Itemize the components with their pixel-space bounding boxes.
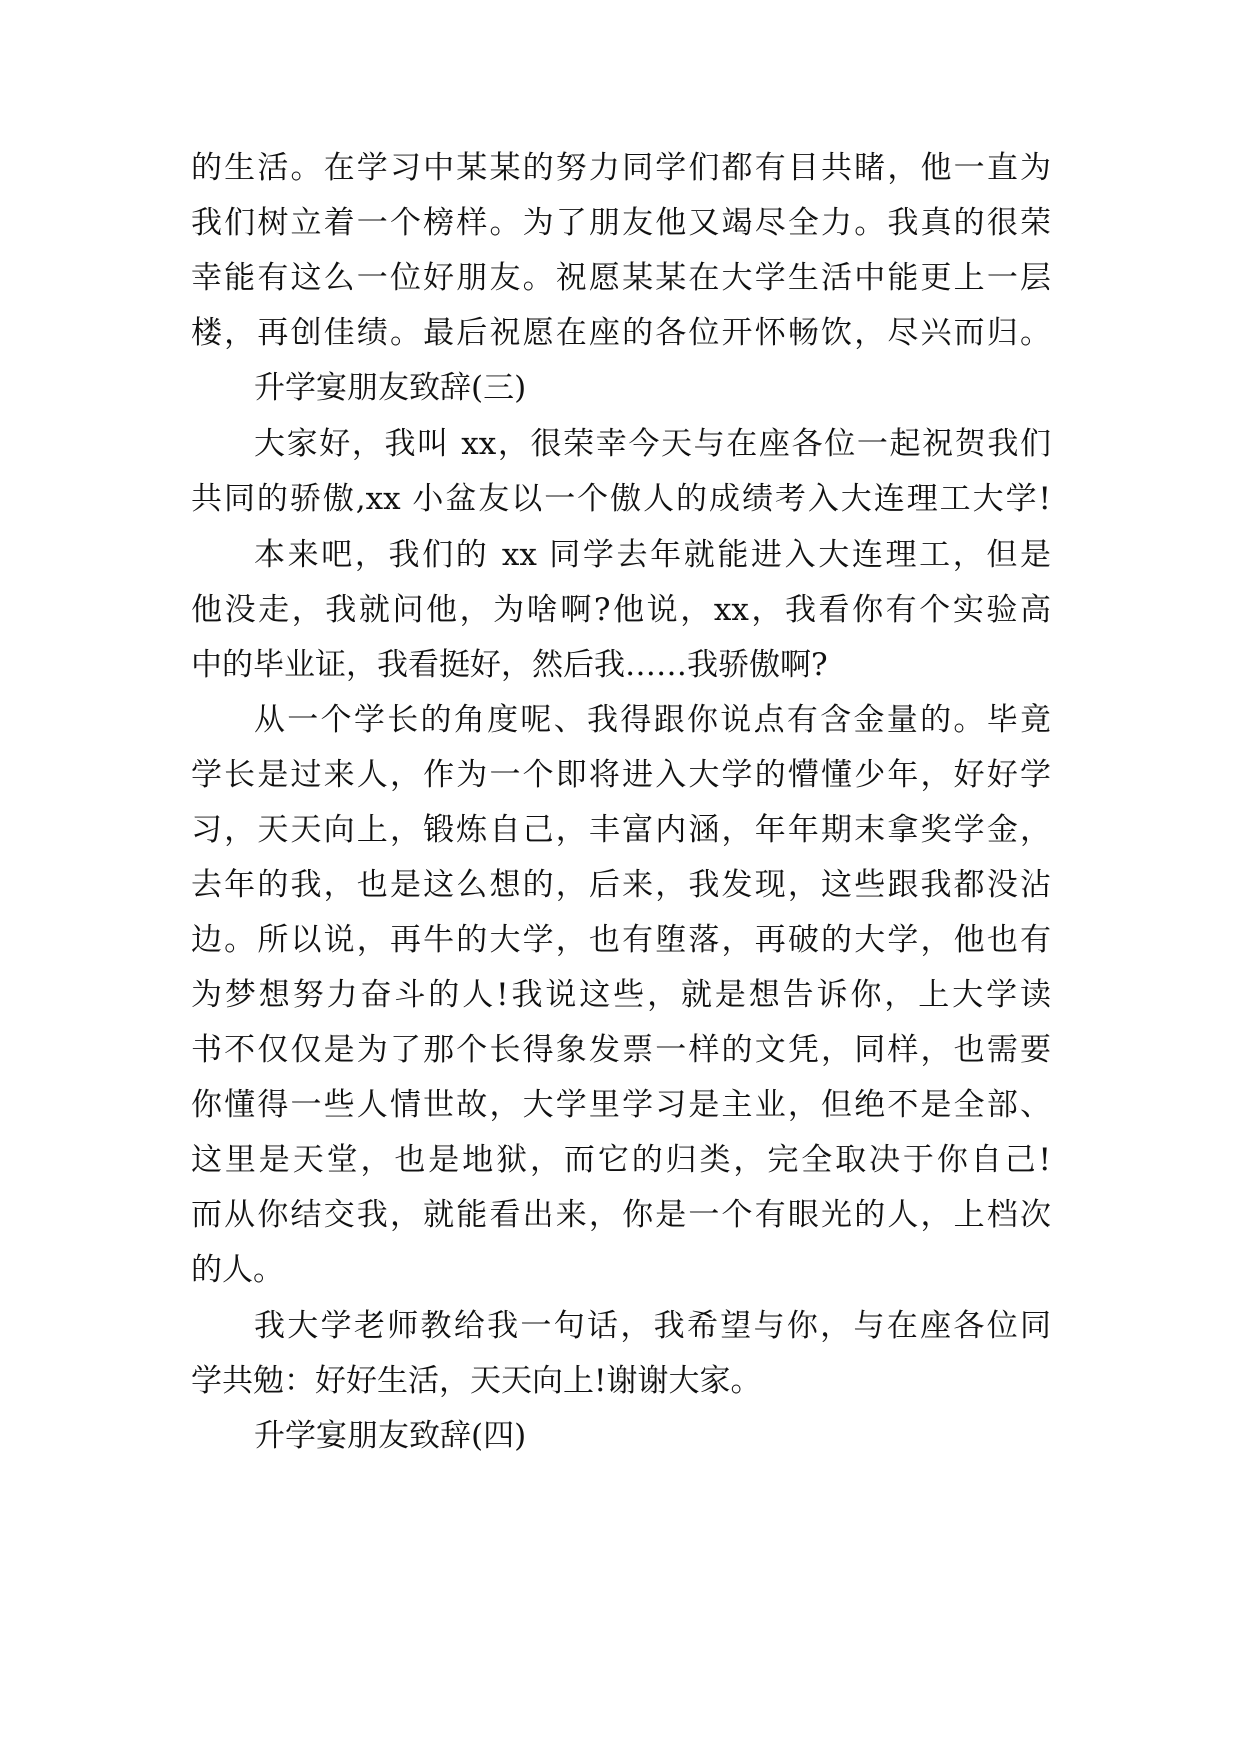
body-text-line: 我们树立着一个榜样。为了朋友他又竭尽全力。我真的很荣 xyxy=(191,205,1051,241)
body-text-line: 他没走，我就问他，为啥啊?他说，xx，我看你有个实验高 xyxy=(191,592,1051,628)
body-text-line: 习，天天向上，锻炼自己，丰富内涵，年年期末拿奖学金， xyxy=(191,812,1051,848)
body-text-line: 楼，再创佳绩。最后祝愿在座的各位开怀畅饮，尽兴而归。 xyxy=(191,315,1051,351)
body-text-line: 的生活。在学习中某某的努力同学们都有目共睹，他一直为 xyxy=(191,150,1051,186)
paragraph-first-line: 大家好，我叫 xx，很荣幸今天与在座各位一起祝贺我们 xyxy=(254,426,1051,462)
body-text-line: 去年的我，也是这么想的，后来，我发现，这些跟我都没沾 xyxy=(191,867,1051,903)
body-text-line: 中的毕业证，我看挺好，然后我……我骄傲啊? xyxy=(191,647,828,683)
body-text-line: 学共勉：好好生活，天天向上!谢谢大家。 xyxy=(191,1363,762,1399)
section-heading: 升学宴朋友致辞(三) xyxy=(254,370,527,406)
body-text-line: 的人。 xyxy=(191,1252,284,1288)
body-text-line: 边。所以说，再牛的大学，也有堕落，再破的大学，他也有 xyxy=(191,922,1051,958)
body-text-line: 学长是过来人，作为一个即将进入大学的懵懂少年，好好学 xyxy=(191,757,1051,793)
paragraph-first-line: 从一个学长的角度呢、我得跟你说点有含金量的。毕竟 xyxy=(254,702,1051,738)
section-heading: 升学宴朋友致辞(四) xyxy=(254,1418,527,1454)
body-text-line: 而从你结交我，就能看出来，你是一个有眼光的人，上档次 xyxy=(191,1197,1051,1233)
body-text-line: 幸能有这么一位好朋友。祝愿某某在大学生活中能更上一层 xyxy=(191,260,1051,296)
body-text-line: 你懂得一些人情世故，大学里学习是主业，但绝不是全部、 xyxy=(191,1087,1051,1123)
body-text-line: 为梦想努力奋斗的人!我说这些，就是想告诉你，上大学读 xyxy=(191,977,1051,1013)
paragraph-first-line: 我大学老师教给我一句话，我希望与你，与在座各位同 xyxy=(254,1308,1051,1344)
paragraph-first-line: 本来吧，我们的 xx 同学去年就能进入大连理工，但是 xyxy=(254,537,1051,573)
body-text-line: 书不仅仅是为了那个长得象发票一样的文凭，同样，也需要 xyxy=(191,1032,1051,1068)
body-text-line: 共同的骄傲,xx 小盆友以一个傲人的成绩考入大连理工大学! xyxy=(191,481,1051,517)
body-text-line: 这里是天堂，也是地狱，而它的归类，完全取决于你自己! xyxy=(191,1142,1051,1178)
